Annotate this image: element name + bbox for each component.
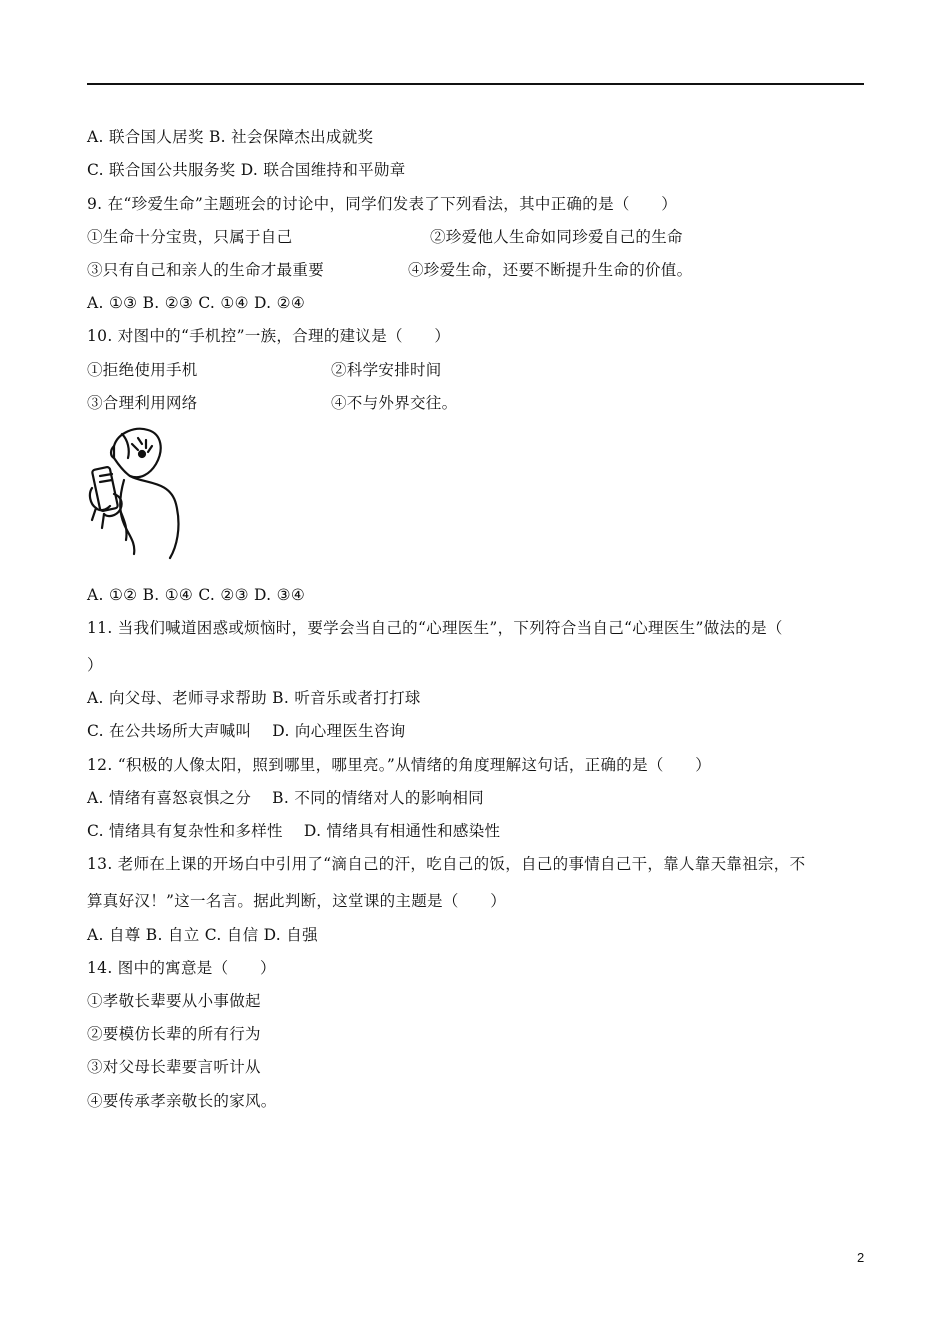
q13-stem-line-2: 算真好汉！”这一名言。据此判断，这堂课的主题是（ ） <box>87 892 507 910</box>
q9-stem: 9. 在“珍爱生命”主题班会的讨论中，同学们发表了下列看法，其中正确的是（ ） <box>87 195 678 213</box>
q13-stem-line-1: 13. 老师在上课的开场白中引用了“滴自己的汗，吃自己的饭，自己的事情自己干，靠人靠天靠祖宗，不 <box>87 855 806 873</box>
q14-stem: 14. 图中的寓意是（ ） <box>87 959 276 977</box>
q10-item-1: ①拒绝使用手机 <box>87 361 198 379</box>
q9-item-3: ③只有自己和亲人的生命才最重要 <box>87 261 325 279</box>
q10-stem: 10. 对图中的“手机控”一族，合理的建议是（ ） <box>87 327 451 345</box>
page-number: 2 <box>857 1250 865 1265</box>
q11-stem-line-2: ） <box>87 656 103 674</box>
header-rule <box>87 83 864 85</box>
q10-item-3: ③合理利用网络 <box>87 394 198 412</box>
q13-options: A. 自尊 B. 自立 C. 自信 D. 自强 <box>87 926 318 944</box>
q14-item-1: ①孝敬长辈要从小事做起 <box>87 992 261 1010</box>
q12-options-cd: C. 情绪具有复杂性和多样性 D. 情绪具有相通性和感染性 <box>87 822 501 840</box>
q10-item-2: ②科学安排时间 <box>331 361 442 379</box>
q9-item-1: ①生命十分宝贵，只属于自己 <box>87 228 293 246</box>
phone-addict-illustration <box>84 424 188 560</box>
q11-options-ab: A. 向父母、老师寻求帮助 B. 听音乐或者打打球 <box>87 689 421 707</box>
q11-options-cd: C. 在公共场所大声喊叫 D. 向心理医生咨询 <box>87 722 406 740</box>
q9-options: A. ①③ B. ②③ C. ①④ D. ②④ <box>87 294 306 312</box>
q14-item-3: ③对父母长辈要言听计从 <box>87 1058 261 1076</box>
q8-options-ab: A. 联合国人居奖 B. 社会保障杰出成就奖 <box>87 128 374 146</box>
q14-item-2: ②要模仿长辈的所有行为 <box>87 1025 261 1043</box>
q8-options-cd: C. 联合国公共服务奖 D. 联合国维持和平勋章 <box>87 161 406 179</box>
q9-item-2: ②珍爱他人生命如同珍爱自己的生命 <box>430 228 683 246</box>
q11-stem-line-1: 11. 当我们喊道困惑或烦恼时，要学会当自己的“心理医生”，下列符合当自己“心理医生”做法的是（ <box>87 619 783 637</box>
q12-stem: 12. “积极的人像太阳，照到哪里，哪里亮。”从情绪的角度理解这句话，正确的是（ ） <box>87 756 712 774</box>
q12-options-ab: A. 情绪有喜怒哀惧之分 B. 不同的情绪对人的影响相同 <box>87 789 484 807</box>
q10-item-4: ④不与外界交往。 <box>331 394 458 412</box>
q10-options: A. ①② B. ①④ C. ②③ D. ③④ <box>87 586 306 604</box>
q14-item-4: ④要传承孝亲敬长的家风。 <box>87 1092 277 1110</box>
q9-item-4: ④珍爱生命，还要不断提升生命的价值。 <box>408 261 693 279</box>
